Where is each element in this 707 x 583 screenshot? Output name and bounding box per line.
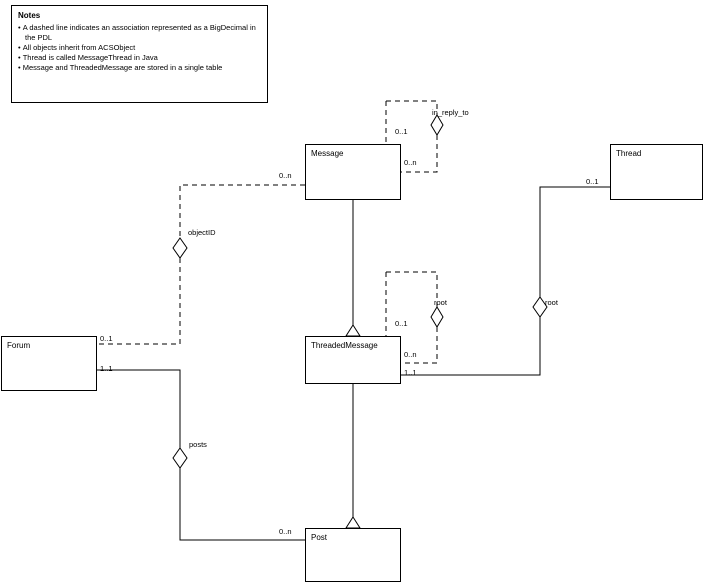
multiplicity-label: 0..1 xyxy=(586,177,599,186)
multiplicity-label: 0..n xyxy=(279,171,292,180)
note-item: • All objects inherit from ACSObject xyxy=(18,43,261,53)
class-name-label: Forum xyxy=(7,341,31,350)
class-name-label: Thread xyxy=(616,149,642,158)
note-item: • Thread is called MessageThread in Java xyxy=(18,53,261,63)
note-item: • A dashed line indicates an association represented as a BigDecimal in the PDL xyxy=(18,23,261,43)
multiplicity-label: 0..n xyxy=(404,350,417,359)
association-label-objectid: objectID xyxy=(188,228,216,237)
class-name-label: Message xyxy=(311,149,344,158)
association-label-in-reply-to: in_reply_to xyxy=(432,108,469,117)
association-label-posts: posts xyxy=(189,440,207,449)
multiplicity-label: 0..n xyxy=(279,527,292,536)
association-label-root-threadedmessage: root xyxy=(434,298,447,307)
class-box-forum[interactable] xyxy=(1,336,97,391)
class-box-post[interactable] xyxy=(305,528,401,582)
multiplicity-label: 0..1 xyxy=(395,127,408,136)
multiplicity-label: 0..n xyxy=(404,158,417,167)
association-label-root-thread: root xyxy=(545,298,558,307)
multiplicity-label: 1..1 xyxy=(404,368,417,377)
class-name-label: Post xyxy=(311,533,328,542)
multiplicity-label: 1..1 xyxy=(100,364,113,373)
note-item: • Message and ThreadedMessage are stored in a single table xyxy=(18,63,261,73)
multiplicity-label: 0..1 xyxy=(395,319,408,328)
class-box-thread[interactable] xyxy=(610,144,703,200)
notes-box xyxy=(11,5,268,103)
class-name-label: ThreadedMessage xyxy=(311,341,378,350)
class-box-message[interactable] xyxy=(305,144,401,200)
class-box-threadedmessage[interactable] xyxy=(305,336,401,384)
multiplicity-label: 0..1 xyxy=(100,334,113,343)
notes-list xyxy=(18,23,261,73)
notes-title: Notes xyxy=(18,11,41,20)
